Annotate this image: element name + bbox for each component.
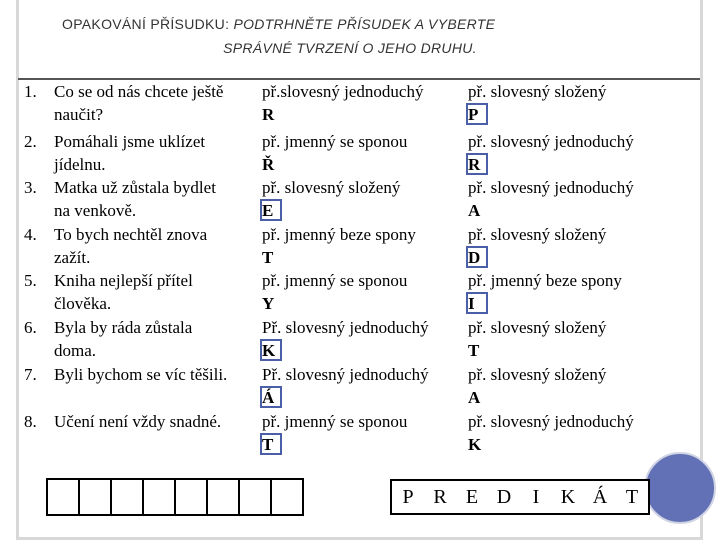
option-a-label: př. jmenný beze spony	[262, 225, 416, 244]
sentence-line1: Byli bychom se víc těšili.	[54, 365, 228, 384]
option-b-label: př. slovesný jednoduchý	[468, 132, 634, 151]
sentence-line1: Byla by ráda zůstala	[54, 318, 193, 337]
sentence-line2: jídelnu.	[54, 155, 106, 174]
option-b[interactable]	[468, 130, 668, 176]
option-b-letter: A	[468, 201, 481, 220]
grid-cell[interactable]	[142, 478, 176, 516]
grid-cell[interactable]	[46, 478, 80, 516]
answer-letter: R	[433, 486, 447, 508]
option-a[interactable]	[262, 269, 462, 315]
selected-answer-box	[466, 246, 488, 268]
selected-answer-box	[466, 292, 488, 314]
grid-cell[interactable]	[206, 478, 240, 516]
selected-answer-box	[466, 153, 488, 175]
answer-solution	[390, 479, 650, 515]
selected-answer-box	[260, 386, 282, 408]
option-a-label: př. slovesný složený	[262, 178, 401, 197]
item-number: 4.	[24, 225, 37, 244]
grid-cell[interactable]	[78, 478, 112, 516]
title-line2: SPRÁVNÉ TVRZENÍ O JEHO DRUHU.	[223, 40, 477, 56]
option-a-letter: Y	[262, 294, 275, 313]
sentence	[54, 316, 254, 362]
option-a-letter: T	[262, 248, 274, 267]
grid-cell[interactable]	[270, 478, 304, 516]
slide-title	[40, 12, 660, 60]
sentence-line1: Kniha nejlepší přítel	[54, 271, 193, 290]
sentence-line1: Co se od nás chcete ještě	[54, 82, 224, 101]
selected-answer-box	[260, 339, 282, 361]
option-b-label: př. slovesný složený	[468, 82, 607, 101]
answer-letter: P	[402, 486, 414, 508]
sentence	[54, 223, 254, 269]
answer-grid-empty	[48, 478, 304, 516]
option-a[interactable]	[262, 176, 462, 222]
selected-answer-box	[260, 433, 282, 455]
option-a-letter: K	[262, 341, 276, 360]
option-b-label: př. slovesný složený	[468, 225, 607, 244]
option-a-label: př. jmenný se sponou	[262, 271, 408, 290]
option-b-letter: I	[468, 294, 475, 313]
sentence-line1: Matka už zůstala bydlet	[54, 178, 216, 197]
sentence	[54, 130, 254, 176]
option-b-letter: T	[468, 341, 480, 360]
option-a-label: př.slovesný jednoduchý	[262, 82, 424, 101]
selected-answer-box	[466, 103, 488, 125]
option-a-label: př. jmenný se sponou	[262, 412, 408, 431]
left-border-decoration	[16, 0, 19, 540]
item-number: 8.	[24, 412, 37, 431]
grid-cell[interactable]	[174, 478, 208, 516]
sentence-line2: na venkově.	[54, 201, 137, 220]
option-a-letter: E	[262, 201, 274, 220]
option-a-label: Př. slovesný jednoduchý	[262, 318, 429, 337]
option-b[interactable]	[468, 269, 668, 315]
option-b-label: př. jmenný beze spony	[468, 271, 622, 290]
option-b-letter: A	[468, 388, 481, 407]
option-b[interactable]	[468, 316, 668, 362]
option-a[interactable]	[262, 80, 462, 126]
sentence	[54, 363, 254, 386]
option-a-letter: R	[262, 105, 275, 124]
option-b[interactable]	[468, 80, 668, 126]
decorative-circle	[644, 452, 716, 524]
option-b-letter: K	[468, 435, 482, 454]
option-b-letter: P	[468, 105, 479, 124]
option-b-label: př. slovesný jednoduchý	[468, 412, 634, 431]
option-b[interactable]	[468, 410, 668, 456]
option-a-letter: Ř	[262, 155, 275, 174]
option-a[interactable]	[262, 316, 462, 362]
grid-cell[interactable]	[238, 478, 272, 516]
option-a-letter: T	[262, 435, 274, 454]
sentence-line2: zažít.	[54, 248, 91, 267]
option-a[interactable]	[262, 130, 462, 176]
option-a[interactable]	[262, 223, 462, 269]
answer-letter: T	[625, 486, 639, 508]
option-a-letter: Á	[262, 388, 275, 407]
option-a-label: Př. slovesný jednoduchý	[262, 365, 429, 384]
item-number: 2.	[24, 132, 37, 151]
sentence-line2: doma.	[54, 341, 97, 360]
selected-answer-box	[260, 199, 282, 221]
option-b[interactable]	[468, 176, 668, 222]
title-line1-part2: PODTRHNĚTE PŘÍSUDEK A VYBERTE	[233, 16, 496, 32]
option-b[interactable]	[468, 363, 668, 409]
item-number: 1.	[24, 82, 37, 101]
sentence-line2: člověka.	[54, 294, 112, 313]
option-b-label: př. slovesný jednoduchý	[468, 178, 634, 197]
item-number: 6.	[24, 318, 37, 337]
title-line1-part1: OPAKOVÁNÍ PŘÍSUDKU:	[62, 16, 230, 32]
sentence-line1: To bych nechtěl znova	[54, 225, 208, 244]
option-a[interactable]	[262, 363, 462, 409]
item-number: 5.	[24, 271, 37, 290]
option-b-label: př. slovesný složený	[468, 365, 607, 384]
sentence	[54, 80, 254, 126]
option-b-letter: D	[468, 248, 481, 267]
answer-letter: D	[496, 486, 512, 508]
sentence-line1: Učení není vždy snadné.	[54, 412, 222, 431]
sentence-line2: naučit?	[54, 105, 104, 124]
option-a-label: př. jmenný se sponou	[262, 132, 408, 151]
sentence-line1: Pomáhali jsme uklízet	[54, 132, 206, 151]
item-number: 3.	[24, 178, 37, 197]
sentence	[54, 410, 254, 433]
option-b-letter: R	[468, 155, 481, 174]
option-b-label: př. slovesný složený	[468, 318, 607, 337]
sentence	[54, 176, 254, 222]
answer-letter: Á	[592, 486, 608, 508]
answer-letter: K	[560, 486, 576, 508]
option-a[interactable]	[262, 410, 462, 456]
answer-letter: I	[532, 486, 540, 508]
option-b[interactable]	[468, 223, 668, 269]
sentence	[54, 269, 254, 315]
grid-cell[interactable]	[110, 478, 144, 516]
item-number: 7.	[24, 365, 37, 384]
answer-letter: E	[465, 486, 479, 508]
